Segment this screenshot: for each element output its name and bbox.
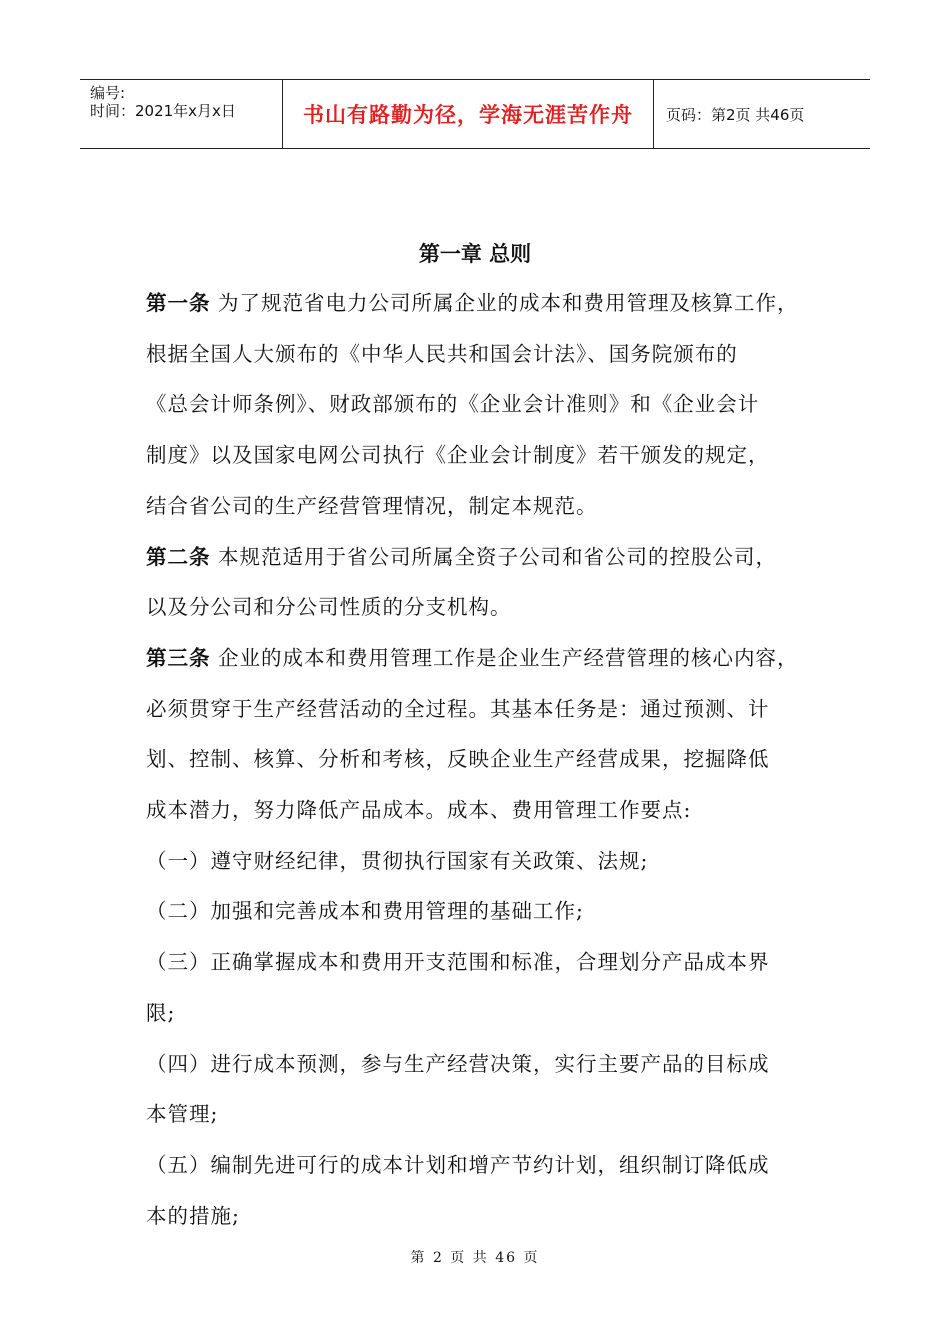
- line-text: 以及分公司和分公司性质的分支机构。: [146, 595, 512, 620]
- article-number: 第一条: [146, 291, 211, 315]
- line-text: 本规范适用于省公司所属全资子公司和省公司的控股公司，: [210, 544, 778, 569]
- line-text: （四）进行成本预测，参与生产经营决策，实行主要产品的目标成: [146, 1051, 770, 1076]
- line-text: 企业的成本和费用管理工作是企业生产经营管理的核心内容，: [210, 645, 799, 670]
- body-line: [146, 945, 770, 975]
- line-text: 根据全国人大颁布的《中华人民共和国会计法》、国务院颁布的: [146, 341, 738, 366]
- line-text: （三）正确掌握成本和费用开支范围和标准，合理划分产品成本界: [146, 950, 770, 975]
- body-line: [146, 742, 770, 772]
- line-text: （一）遵守财经纪律，贯彻执行国家有关政策、法规;: [146, 848, 649, 873]
- body-line: [146, 590, 512, 620]
- line-text: 限;: [146, 1000, 176, 1025]
- body-line: [146, 1199, 240, 1229]
- body-line: [146, 337, 738, 367]
- body-line: [146, 844, 648, 874]
- header-motto-cell: [282, 80, 654, 148]
- line-text: 《总会计师条例》、财政部颁布的《企业会计准则》和《企业会计: [146, 392, 760, 417]
- body-line: [146, 489, 598, 519]
- time-label: 时间：2021年x月x日: [90, 102, 236, 120]
- body-line: [146, 1148, 770, 1178]
- line-text: （五）编制先进可行的成本计划和增产节约计划，组织制订降低成: [146, 1152, 770, 1177]
- line-text: 为了规范省电力公司所属企业的成本和费用管理及核算工作，: [210, 291, 799, 315]
- body-line: [146, 1047, 770, 1077]
- body-line: [146, 692, 770, 722]
- header-meta: [80, 80, 282, 148]
- body-line: [146, 438, 770, 468]
- header-page-info: 页码：第2页 共46页: [666, 105, 805, 124]
- line-text: 结合省公司的生产经营管理情况，制定本规范。: [146, 493, 598, 518]
- body-line: [146, 996, 175, 1026]
- line-text: 本管理;: [146, 1102, 219, 1127]
- chapter-title: 第一章 总则: [418, 242, 532, 266]
- body-line: [146, 1097, 218, 1127]
- body-line: [146, 793, 691, 823]
- line-text: 划、控制、核算、分析和考核，反映企业生产经营成果，挖掘降低: [146, 747, 770, 772]
- line-text: 制度》以及国家电网公司执行《企业会计制度》若干颁发的规定，: [146, 443, 770, 468]
- page-header: [80, 79, 870, 149]
- line-text: （二）加强和完善成本和费用管理的基础工作;: [146, 899, 584, 924]
- line-text: 本的措施;: [146, 1203, 240, 1228]
- body-line: [146, 894, 584, 924]
- article-line: [146, 641, 799, 671]
- page-footer: 第 2 页 共 46 页: [410, 1250, 540, 1266]
- line-text: 成本潜力，努力降低产品成本。成本、费用管理工作要点:: [146, 798, 692, 822]
- line-text: 必须贯穿于生产经营活动的全过程。其基本任务是：通过预测、计: [146, 696, 770, 721]
- article-number: 第三条: [146, 645, 211, 670]
- number-label: 编号:: [90, 84, 126, 102]
- header-page-info-cell: [654, 80, 870, 148]
- body-line: [146, 387, 759, 417]
- article-line: [146, 286, 799, 316]
- header-motto: 书山有路勤为径，学海无涯苦作舟: [303, 103, 633, 127]
- article-number: 第二条: [146, 544, 211, 569]
- article-line: [146, 540, 777, 570]
